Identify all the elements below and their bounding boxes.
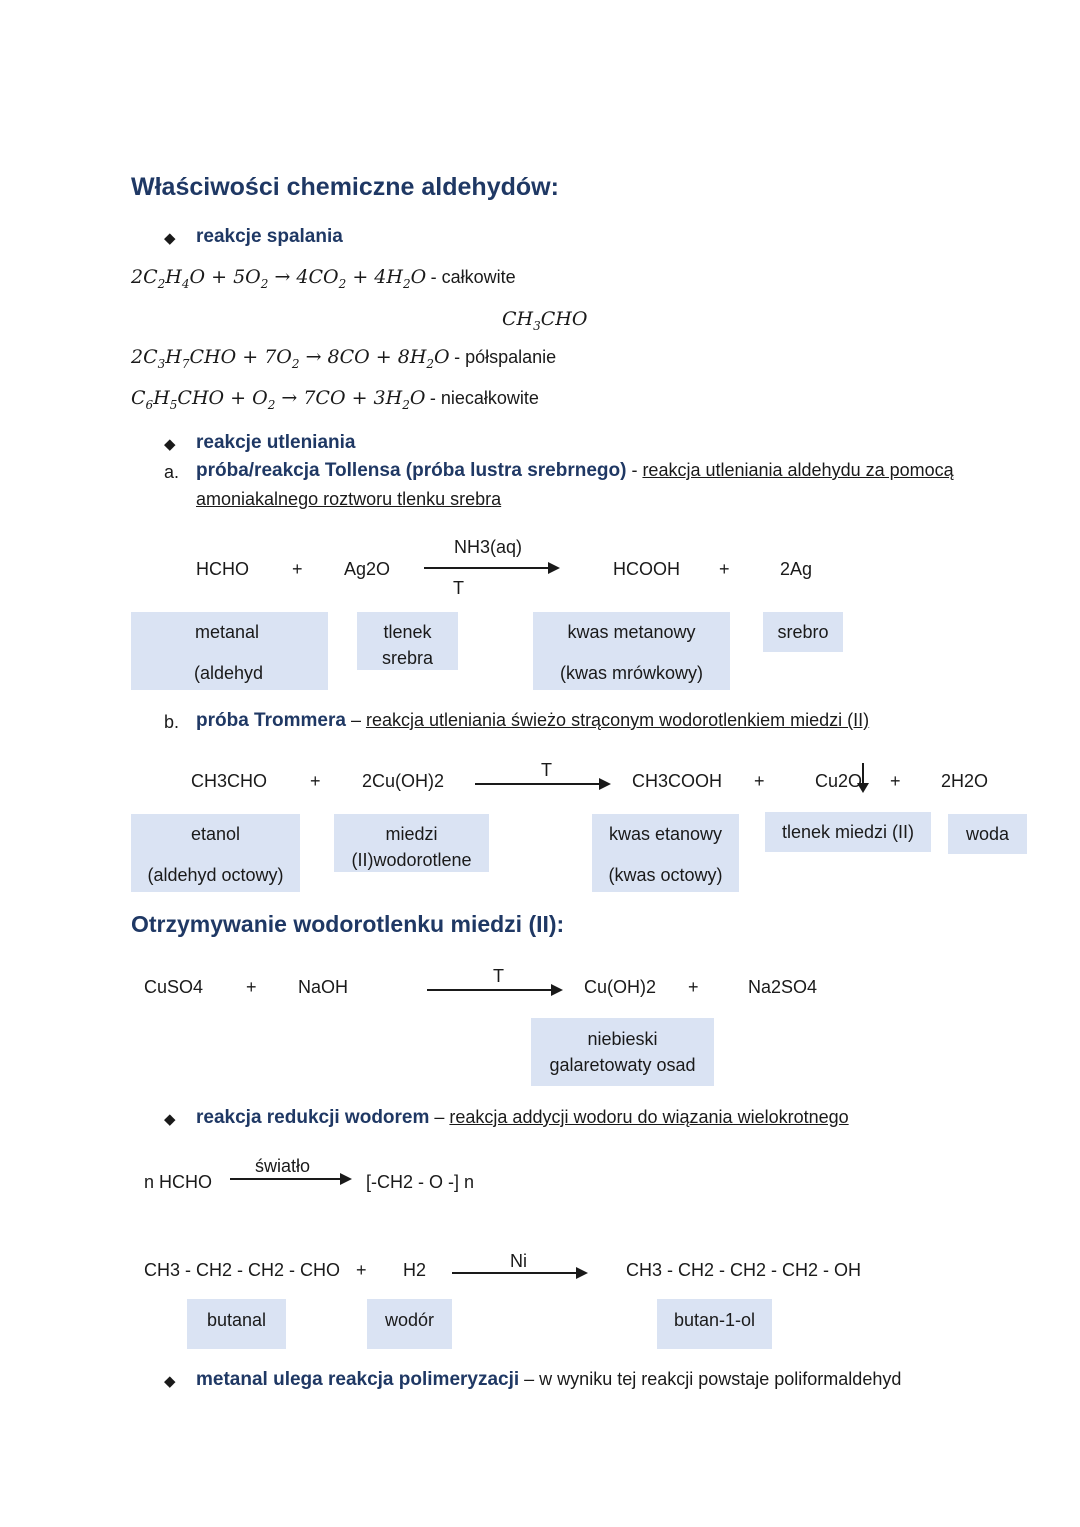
- hydro-product: CH3 - CH2 - CH2 - CH2 - OH: [626, 1260, 862, 1280]
- trommer-line: próba Trommera – reakcja utleniania świeżo strąconym wodorotlenkiem miedzi (II): [196, 710, 870, 731]
- plus-sign: +: [719, 559, 730, 579]
- bullet-icon: ◆: [164, 1111, 176, 1128]
- bullet-icon: ◆: [164, 230, 176, 247]
- poly-reactant: n HCHO: [144, 1172, 213, 1192]
- prep-condition: T: [493, 966, 504, 986]
- plus-sign: +: [688, 977, 699, 997]
- tollens-description: reakcja utleniania aldehydu za pomocą: [642, 460, 954, 480]
- combustion-equation-2: $2C_3H_7CHO + 7O_2 \to 8CO + 8H_2O$ - półspalanie: [131, 346, 557, 371]
- label-box-formic-acid: kwas metanowy (kwas mrówkowy): [533, 612, 730, 690]
- label-box-copper-hydroxide: miedzi (II)wodorotlene: [334, 814, 489, 872]
- trommer-product-1: CH3COOH: [632, 771, 723, 791]
- label-box-acetic-acid: kwas etanowy (kwas octowy): [592, 814, 739, 892]
- label-box-silver: srebro: [763, 612, 843, 652]
- combustion-equation-3: $C_6H_5CHO + O_2 \to 7CO + 3H_2O$ - niecałkowite: [131, 387, 539, 412]
- reaction-arrow: [452, 1272, 586, 1274]
- polymerization-text: – w wyniku tej reakcji powstaje poliformaldehyd: [519, 1369, 902, 1389]
- prep-product-1: Cu(OH)2: [584, 977, 657, 997]
- bullet-icon: ◆: [164, 1373, 176, 1390]
- combustion-eq2-label: - półspalanie: [454, 347, 557, 367]
- tollens-title: próba/reakcja Tollensa (próba lustra srebrnego): [196, 460, 627, 481]
- trommer-title: próba Trommera: [196, 710, 346, 731]
- prep-reactant-2: NaOH: [298, 977, 349, 997]
- label-box-butanol: butan-1-ol: [657, 1299, 772, 1349]
- oxidation-heading: reakcje utleniania: [196, 432, 356, 453]
- polymerization-heading: metanal ulega reakcja polimeryzacji: [196, 1369, 520, 1390]
- tollens-product-2: 2Ag: [780, 559, 813, 579]
- label-box-hydrogen: wodór: [367, 1299, 452, 1349]
- reaction-arrow: [424, 567, 558, 569]
- tollens-line: próba/reakcja Tollensa (próba lustra srebrnego) - reakcja utleniania aldehydu za pomocą: [196, 460, 954, 481]
- label-box-water: woda: [948, 814, 1027, 854]
- poly-condition: światło: [255, 1156, 311, 1176]
- combustion-eq1-label: - całkowite: [430, 267, 516, 287]
- reaction-arrow: [475, 783, 609, 785]
- preparation-heading: Otrzymywanie wodorotlenku miedzi (II):: [131, 911, 565, 937]
- combustion-heading: reakcje spalania: [196, 226, 343, 247]
- trommer-description: reakcja utleniania świeżo strąconym wodorotlenkiem miedzi (II): [365, 710, 870, 730]
- trommer-product-2: Cu2O: [815, 771, 863, 791]
- trommer-reactant-2: 2Cu(OH)2: [362, 771, 445, 791]
- trommer-condition: T: [541, 760, 552, 780]
- tollens-product-1: HCOOH: [613, 559, 680, 579]
- precipitate-arrow-icon: [862, 763, 864, 785]
- label-box-silver-oxide: tlenek srebra: [357, 612, 458, 670]
- reaction-arrow: [427, 989, 561, 991]
- plus-sign: +: [310, 771, 321, 791]
- reaction-arrow: [230, 1178, 350, 1180]
- tollens-condition-above: NH3(aq): [454, 537, 523, 557]
- reduction-description: reakcja addycji wodoru do wiązania wielokrotnego: [449, 1107, 849, 1127]
- polymerization-line: [196, 1369, 901, 1391]
- tollens-description-cont: amoniakalnego roztworu tlenku srebra: [196, 489, 502, 509]
- combustion-equation-1: $2C_2H_4O + 5O_2 \to 4CO_2 + 4H_2O$ - całkowite: [131, 266, 516, 291]
- label-box-metanal: metanal (aldehyd: [131, 612, 328, 690]
- label-box-precipitate: niebieski galaretowaty osad: [531, 1018, 714, 1086]
- combustion-eq1-note: $CH_3CHO$: [502, 308, 588, 333]
- hydro-reactant-2: H2: [403, 1260, 427, 1280]
- label-box-ethanal: etanol (aldehyd octowy): [131, 814, 300, 892]
- combustion-eq3-label: - niecałkowite: [429, 388, 539, 408]
- bullet-icon: ◆: [164, 436, 176, 453]
- tollens-reactant-2: Ag2O: [344, 559, 391, 579]
- tollens-reactant-1: HCHO: [196, 559, 249, 579]
- prep-reactant-1: CuSO4: [144, 977, 204, 997]
- hydro-reactant-1: CH3 - CH2 - CH2 - CHO: [144, 1260, 341, 1280]
- label-box-butanal: butanal: [187, 1299, 286, 1349]
- plus-sign: +: [292, 559, 303, 579]
- label-box-copper-oxide: tlenek miedzi (II): [765, 812, 931, 852]
- reduction-heading: reakcja redukcji wodorem: [196, 1107, 430, 1128]
- trommer-reactant-1: CH3CHO: [191, 771, 268, 791]
- plus-sign: +: [754, 771, 765, 791]
- tollens-condition-below: T: [453, 578, 464, 598]
- list-marker-a: a.: [164, 462, 180, 482]
- plus-sign: +: [356, 1260, 367, 1280]
- poly-product: [-CH2 - O -] n: [366, 1172, 475, 1192]
- plus-sign: +: [246, 977, 257, 997]
- prep-product-2: Na2SO4: [748, 977, 818, 997]
- list-marker-b: b.: [164, 712, 180, 732]
- hydro-catalyst: Ni: [510, 1251, 527, 1271]
- plus-sign: +: [890, 771, 901, 791]
- reduction-line: reakcja redukcji wodorem – reakcja addycji wodoru do wiązania wielokrotnego: [196, 1107, 849, 1128]
- page-title: Właściwości chemiczne aldehydów:: [131, 173, 559, 201]
- trommer-product-3: 2H2O: [941, 771, 989, 791]
